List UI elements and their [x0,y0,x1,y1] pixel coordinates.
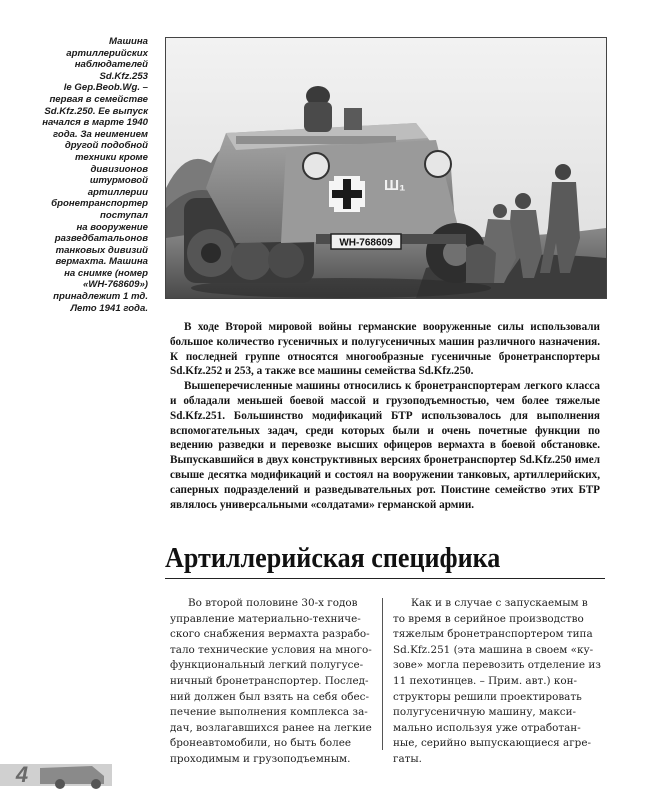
body-line: то время в серийное производство [393,612,584,625]
caption-line: года. За неимением [52,128,148,140]
body-column-left [170,596,373,768]
body-line: полугусеничную машину, макси- [393,706,577,719]
caption-line: наблюдателей [74,59,148,71]
body-line: управление материально-техниче- [170,612,361,625]
body-line: ского снабжения вермахта разрабо- [170,628,370,641]
body-line: гаты. [393,752,422,765]
photo-caption [24,36,148,314]
body-line: Во второй половине 30-х годов [188,597,358,609]
caption-line: разведбатальонов [54,233,148,245]
cross-insignia [329,176,365,212]
body-line: дач, возлагавшихся ранее на легкие [170,721,372,734]
caption-line: артиллерийских [66,47,148,59]
caption-line: Sd.Kfz.250. Ее выпуск [44,105,148,117]
intro-paragraph: Вышеперечисленные машины относились к бронетранспортерам легкого класса и обладали меньшей боевой массой и грузоподъемностью, чем более тяжелые Sd.Kfz.251. Большинство модификаций БТР использовалось для выполнения вспомогательных задач, среди которых были и очень почетные функции по ведению разведки и перевозке высших офицеров вермахта в боевой обстановке. Выпускавшийся в двух конструктивных версиях бронетранспортер Sd.Kfz.250 имел свыше десятка модификаций и состоял на вооружении танковых, артиллерийских, саперных подразделений и разведывательных рот. Поистине семейство этих БТР являлось универсальными «солдатами» германской армии. [170,380,600,511]
caption-line: бронетранспортер [51,198,148,210]
section-heading: Артиллерийская специфика [165,542,501,574]
caption-line: техники кроме [74,151,148,163]
body-line: проходимым и грузоподъемным. [170,752,351,765]
body-line: бронеавтомобили, но быть более [170,737,352,750]
halftrack-photo-drawing [166,38,606,298]
body-line: функциональный легкий полугусе- [170,659,364,672]
body-line: мально используя уже отработан- [393,721,581,734]
body-line: Как и в случае с запускаемым в [411,597,588,609]
body-line: печение выполнения комплекса за- [170,706,368,719]
body-line: ний должен был взять на себя обес- [170,690,369,703]
body-line: тяжелым бронетранспортером типа [393,628,593,641]
halftrack-photo [165,37,607,299]
caption-line: дивизионов [90,163,148,175]
body-line: ничный бронетранспортер. Послед- [170,674,369,687]
caption-line: штурмовой [89,175,148,187]
caption-line: первая в семействе [49,93,148,105]
caption-line: Sd.Kfz.253 [99,70,148,82]
column-divider [382,598,383,750]
halftrack-silhouette-icon [0,752,112,790]
body-line: ные, серийно выпускающиеся агре- [393,737,591,750]
body-column-right [393,596,601,768]
intro-text [170,320,600,512]
caption-line: вермахта. Машина [55,256,148,268]
caption-line: le Gep.Beob.Wg. – [63,82,148,94]
body-line: тало технические условия на много- [170,643,372,656]
body-line: зове» могла перевозить отделение из [393,659,601,672]
intro-paragraph: В ходе Второй мировой войны германские вооруженные силы использовали большое количество гусеничных и полугусеничных машин различного назначения. К последней группе относятся многообразные гусеничные бронетранспортеры Sd.Kfz.252 и 253, а также все машины семейства Sd.Kfz.250. [170,321,600,378]
license-plate: WH-768609 [339,237,393,249]
page-number-tab [0,752,112,790]
caption-line: поступал [100,209,148,221]
page-number: 4 [15,762,29,787]
section-heading-block [165,538,605,579]
caption-line: артиллерии [87,186,148,198]
caption-line: «WH-768609») [82,279,148,291]
body-line: 11 пехотинцев. – Прим. авт.) кон- [393,674,578,687]
body-line: Sd.Kfz.251 (эта машина в своем «ку- [393,643,594,656]
caption-line: на снимке (номер [64,267,148,279]
caption-line: Машина [109,36,148,47]
caption-line: Лето 1941 года. [70,302,148,314]
caption-line: другой подобной [64,140,148,152]
turret-number: Ш₁ [384,177,406,194]
caption-line: принадлежит 1 тд. [53,291,148,303]
caption-line: начался в марте 1940 [42,117,148,129]
caption-line: на вооружение [76,221,148,233]
caption-line: танковых дивизий [55,244,148,256]
body-line: структоры решили проектировать [393,690,582,703]
